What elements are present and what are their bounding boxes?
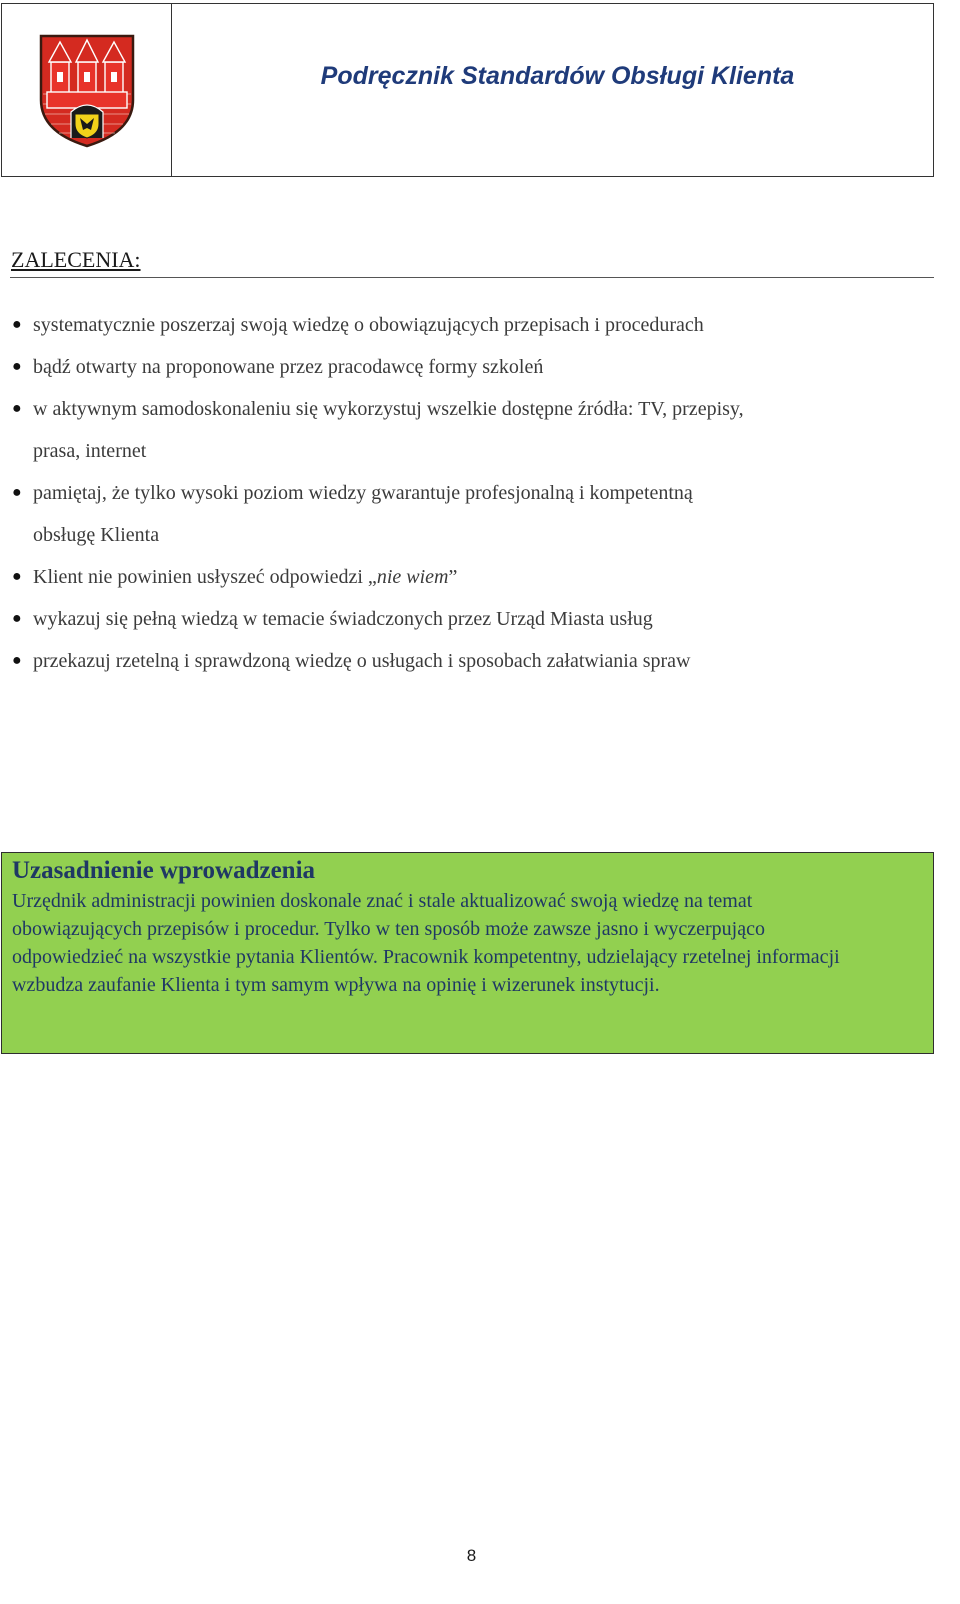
bullet-icon: ●: [12, 652, 22, 669]
bullet-icon: ●: [12, 316, 22, 333]
list-item: [12, 598, 912, 640]
recommendations-heading: ZALECENIA:: [11, 247, 141, 272]
bullet-icon: ●: [12, 610, 22, 627]
document-header: [1, 3, 934, 177]
title-cell: [172, 4, 933, 176]
list-item: [12, 346, 912, 388]
page-number: 8: [466, 1546, 477, 1565]
coat-of-arms-logo: [37, 32, 137, 148]
justification-heading: Uzasadnienie wprowadzenia: [12, 857, 316, 884]
list-item: [12, 388, 912, 472]
list-item-text-part: ”: [448, 566, 458, 588]
list-item-text: w aktywnym samodoskonaleniu się wykorzystuj wszelkie dostępne źródła: TV, przepisy, prasa, internet: [33, 398, 744, 462]
list-item: [12, 556, 912, 598]
list-item-text-part: Klient nie powinien usłyszeć odpowiedzi „: [33, 566, 377, 588]
bullet-icon: ●: [12, 568, 22, 585]
list-item-text: pamiętaj, że tylko wysoki poziom wiedzy gwarantuje profesjonalną i kompetentną obsługę Klienta: [33, 482, 693, 546]
list-item-text: przekazuj rzetelną i sprawdzoną wiedzę o usługach i sposobach załatwiania spraw: [33, 650, 691, 672]
justification-box: [1, 852, 934, 1054]
list-item-text: [33, 556, 893, 598]
bullet-icon: ●: [12, 484, 22, 501]
recommendations-list: [12, 304, 912, 682]
emphasized-quote: nie wiem: [376, 566, 449, 588]
logo-cell: [2, 4, 172, 176]
bullet-icon: ●: [12, 358, 22, 375]
list-item-text: bądź otwarty na proponowane przez pracodawcę formy szkoleń: [33, 356, 544, 378]
justification-body: Urzędnik administracji powinien doskonale znać i stale aktualizować swoją wiedzę na temat obowiązujących przepisów i procedur. Tylko w ten sposób może zawsze jasno i wyczerpująco odpowiedzieć na wszystkie pytania Klientów. Pracownik kompetentny, udzielający rzetelnej informacji wzbudza zaufanie Klienta i tym samym wpływa na opinię i wizerunek instytucji.: [12, 890, 840, 996]
list-item: [12, 640, 912, 682]
bullet-icon: ●: [12, 400, 22, 417]
document-title: Podręcznik Standardów Obsługi Klienta: [320, 61, 795, 90]
list-item: [12, 304, 912, 346]
list-item-text: wykazuj się pełną wiedzą w temacie świadczonych przez Urząd Miasta usług: [33, 608, 653, 630]
heading-divider: [10, 277, 934, 278]
list-item: [12, 472, 912, 556]
list-item-text: systematycznie poszerzaj swoją wiedzę o obowiązujących przepisach i procedurach: [33, 314, 704, 336]
